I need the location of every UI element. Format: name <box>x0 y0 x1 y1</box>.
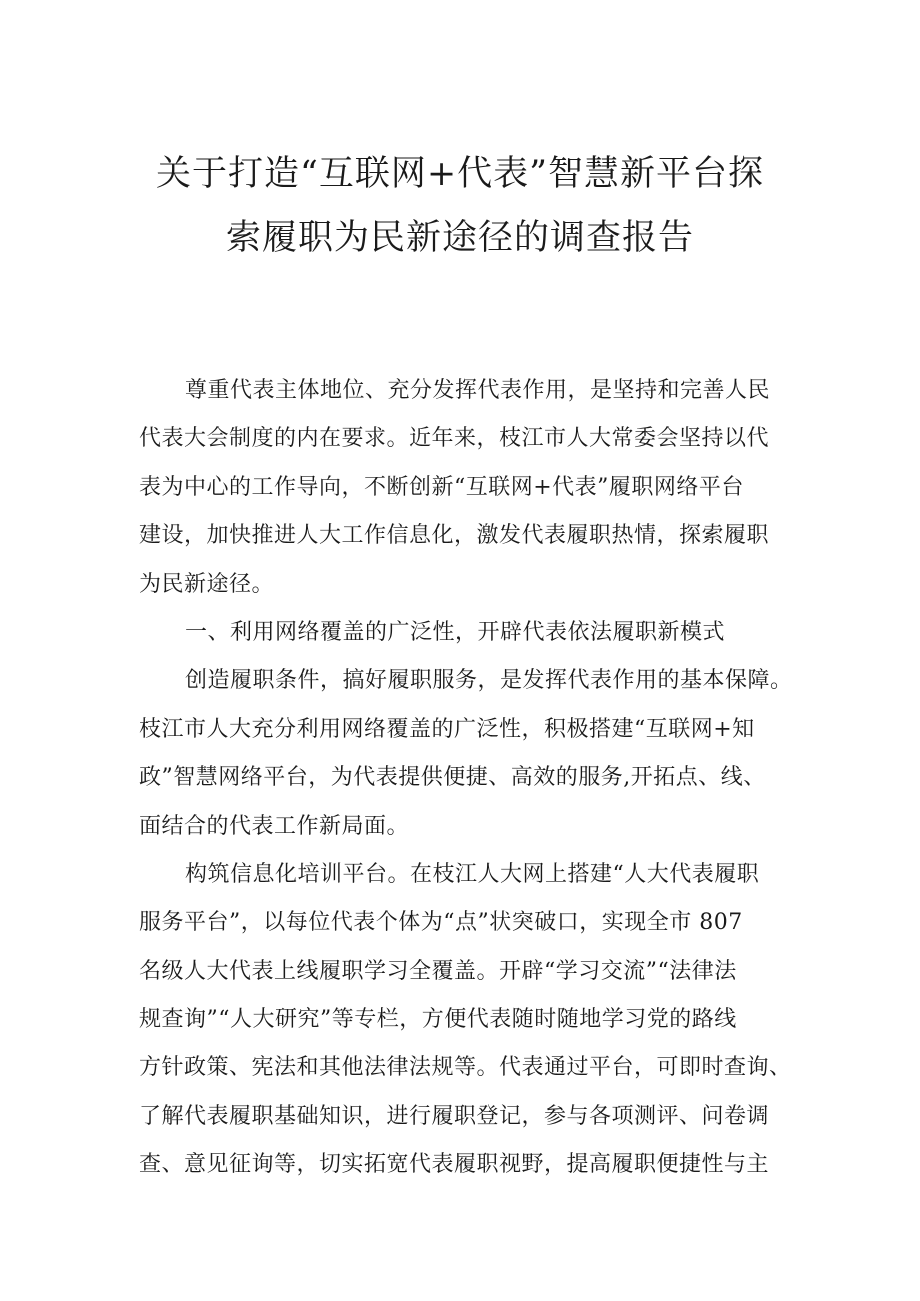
paragraph-line: 政”智慧网络平台，为代表提供便捷、高效的服务,开拓点、线、 <box>139 765 766 791</box>
paragraph-line: 尊重代表主体地位、充分发挥代表作用，是坚持和完善人民 <box>185 378 771 403</box>
paragraph-line: 方针政策、宪法和其他法律法规等。代表通过平台，可即时查询、 <box>139 1055 792 1081</box>
report-title-line-2: 索履职为民新途径的调查报告 <box>225 218 694 258</box>
paragraph-line: 建设，加快推进人大工作信息化，激发代表履职热情，探索履职 <box>139 523 770 549</box>
paragraph-line: 表为中心的工作导向，不断创新“互联网+代表”履职网络平台 <box>139 474 744 500</box>
paragraph-line: 创造履职条件，搞好履职服务，是发挥代表作用的基本保障。 <box>185 668 793 694</box>
paragraph-line: 代表大会制度的内在要求。近年来，枝江市人大常委会坚持以代 <box>139 426 770 452</box>
paragraph-line: 名级人大代表上线履职学习全覆盖。开辟“学习交流”“法律法 <box>139 958 737 984</box>
section-heading: 一、利用网络覆盖的广泛性，开辟代表依法履职新模式 <box>185 619 726 645</box>
paragraph-line: 面结合的代表工作新局面。 <box>139 813 410 839</box>
report-title-line-1: 关于打造“互联网+代表”智慧新平台探 <box>155 154 765 194</box>
report-body <box>139 367 799 1190</box>
paragraph-line: 了解代表履职基础知识，进行履职登记，参与各项测评、问卷调 <box>139 1103 770 1129</box>
paragraph-line: 规查询”“人大研究”等专栏，方便代表随时随地学习党的路线 <box>139 1007 737 1033</box>
paragraph-line: 构筑信息化培训平台。在枝江人大网上搭建“人大代表履职 <box>185 861 760 887</box>
paragraph-line: 为民新途径。 <box>139 571 275 597</box>
paragraph-line: 服务平台”，以每位代表个体为“点”状突破口，实现全市 807 <box>139 910 743 936</box>
paragraph-line: 枝江市人大充分利用网络覆盖的广泛性，积极搭建“互联网+知 <box>139 716 755 742</box>
paragraph-line: 查、意见征询等，切实拓宽代表履职视野，提高履职便捷性与主 <box>139 1152 770 1178</box>
